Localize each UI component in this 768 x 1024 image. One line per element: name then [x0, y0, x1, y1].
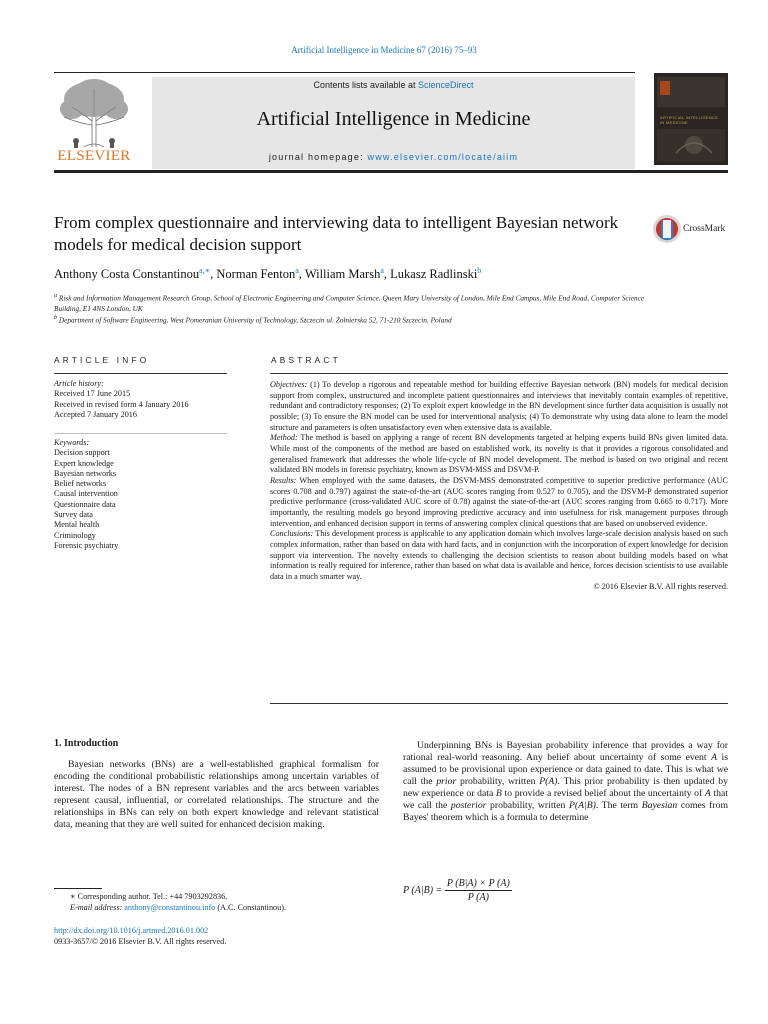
keyword: Forensic psychiatry	[54, 540, 119, 550]
keyword: Criminology	[54, 530, 96, 540]
abstract-body	[270, 380, 728, 593]
footnote-rule	[54, 888, 102, 889]
author-name: William Marsh	[304, 267, 381, 282]
header-rule-bottom	[54, 170, 728, 173]
homepage-link[interactable]: www.elsevier.com/locate/aiim	[367, 152, 519, 162]
author-name: Anthony Costa Constantinou	[54, 267, 200, 282]
keywords-label: Keywords:	[54, 438, 90, 447]
article-info-rule	[54, 373, 227, 374]
author-affil-mark[interactable]: a,∗	[199, 266, 211, 275]
abstract-objectives	[270, 380, 728, 433]
article-title: From complex questionnaire and interviewing data to intelligent Bayesian network models for medical decision support	[54, 213, 619, 254]
journal-title: Artificial Intelligence in Medicine	[256, 108, 531, 130]
elsevier-wordmark: ELSEVIER	[57, 148, 131, 164]
abstract-text: (1) To develop a rigorous and repeatable method for building effective Bayesian network (BN) models for medical decision support from complex, unstructured and incomplete patient questionnaires and interviews that inevitably contain examples of repetitive, redundant and contradictory responses; (2) To exploit expert knowledge in the BN development since further data acquisition is usually not possible; (3) To ensure the BN model can be used for interventional analysis; (4) To demonstrate why using data alone to learn the model structure and parameters is often unsatisfactory even when extensive data is available.	[270, 380, 728, 432]
abstract-label: Objectives:	[270, 380, 308, 389]
crossmark-label[interactable]: CrossMark	[683, 224, 726, 234]
abstract-heading: ABSTRACT	[271, 355, 341, 365]
abstract-text: The method is based on applying a range of recent BN developments targeted at helping experts build BNs given limited data. While most of the components of the method are based on established work, its novelty is that it provides a rigorous consolidated and generalised framework that addresses the whole life-cycle of BN model development. The method is based on two original and recent validated BN models in forensic psychiatry, known as DSVM-MSS and DSVM-P.	[270, 433, 728, 475]
footnote	[54, 892, 474, 913]
author-affil-mark[interactable]: a	[380, 266, 384, 275]
keyword: Bayesian networks	[54, 468, 117, 478]
contents-line: Contents lists available at ScienceDirect	[313, 80, 474, 90]
author-affil-mark[interactable]: b	[477, 266, 482, 275]
formula-denominator: P (A)	[467, 892, 489, 903]
author-separator: ,	[210, 267, 217, 282]
affiliation-text: Department of Software Engineering, West Pomeranian University of Technology, Szczecin ul. Żołnierska 52, 71-210 Szczecin, Poland	[58, 315, 452, 325]
author-separator: ,	[298, 267, 305, 282]
keyword: Questionnaire data	[54, 499, 116, 509]
abstract-rule	[270, 373, 728, 374]
journal-banner	[152, 77, 635, 169]
keyword: Belief networks	[54, 479, 107, 489]
history-item: Received 17 June 2015	[54, 389, 131, 399]
keyword: Causal intervention	[54, 489, 118, 499]
issn-line: 0933-3657/© 2016 Elsevier B.V. All rights reserved.	[54, 936, 227, 946]
section-heading-introduction: 1. Introduction	[54, 738, 119, 749]
journal-citation[interactable]: Artificial Intelligence in Medicine 67 (2016) 75–93	[291, 45, 477, 55]
abstract-text: When employed with the same datasets, the DSVM-MSS demonstrated competitive to superior predictive performance (AUC scores 0.708 and 0.797) against the state-of-the-art (AUC scores ranging from 0.527 to 0.705), and the DSVM-P demonstrated superior predictive performance (cross-validated AUC score of 0.78) against the state-of-the-art (AUC scores ranging from 0.665 to 0.717). More importantly, the resulting models go beyond improving predictive accuracy and into usefulness for risk management purposes through intervention, and enhanced decision support in terms of answering complex clinical questions that are based on unobserved evidence.	[270, 475, 728, 528]
formula-lhs: P (A|B) =	[403, 884, 445, 896]
keyword: Expert knowledge	[54, 458, 114, 468]
article-history	[54, 379, 227, 420]
email-link[interactable]: anthony@constantinou.info	[124, 902, 216, 912]
author-list	[54, 266, 481, 282]
doi-link[interactable]: http://dx.doi.org/10.1016/j.artmed.2016.01.002	[54, 926, 209, 935]
footnote-star: ∗	[70, 892, 76, 901]
abstract-label: Conclusions:	[270, 529, 314, 539]
abstract-label: Results:	[270, 475, 297, 485]
history-label: Article history:	[54, 379, 104, 388]
keyword: Mental health	[54, 520, 100, 530]
history-item: Accepted 7 January 2016	[54, 409, 137, 419]
affiliation-a	[54, 291, 654, 314]
email-label: E-mail address:	[70, 902, 125, 912]
abstract-copyright: © 2016 Elsevier B.V. All rights reserved.	[593, 582, 728, 592]
formula-numerator: P (B|A) × P (A)	[446, 878, 510, 889]
abstract-rule-bottom	[270, 703, 728, 704]
article-info-heading: ARTICLE INFO	[54, 355, 150, 365]
corresponding-author-note: Corresponding author. Tel.: +44 7903292836.	[77, 892, 228, 901]
history-item: Received in revised form 4 January 2016	[54, 399, 189, 409]
sciencedirect-link[interactable]: ScienceDirect	[418, 80, 474, 90]
article-info-divider	[54, 433, 227, 434]
email-suffix: (A.C. Constantinou).	[215, 902, 287, 912]
affiliation-b	[54, 313, 654, 325]
abstract-conclusions	[270, 529, 728, 582]
affiliation-text: Risk and Information Management Research Group, School of Electronic Engineering and Computer Science, Queen Mary University of London, Mile End Campus, Mile End Road, Computer Science Building, E1 4NS London, UK	[54, 293, 645, 314]
journal-homepage: journal homepage: www.elsevier.com/locate/aiim	[268, 152, 519, 162]
header-rule-top	[54, 72, 635, 73]
doi-block	[54, 926, 226, 947]
author-name: Norman Fenton	[216, 267, 296, 282]
keyword: Decision support	[54, 448, 110, 458]
abstract-results	[270, 476, 728, 529]
author-separator: ,	[383, 267, 391, 282]
cover-title: ARTIFICIAL INTELLIGENCE IN MEDICINE	[660, 115, 719, 125]
keyword: Survey data	[54, 510, 93, 520]
affiliation-mark: b	[54, 315, 58, 321]
keyword-list	[54, 438, 227, 551]
intro-paragraph-2: Underpinning BNs is Bayesian probability inference that provides a way for rational real-world reasoning. Any belief about uncertainty of some event A is assumed to be provisional upon experience or data gained to date. This is what we call the prior probability, written P(A). This prior probability is then updated by new experience or data B to provide a revised belief about the uncertainty of A that we call the posterior probability, written P(A|B). The term Bayesian comes from Bayes' theorem which is a formula to determine	[403, 740, 729, 823]
abstract-method	[270, 433, 728, 476]
journal-cover-thumbnail	[654, 73, 728, 165]
author-name: Lukasz Radlinski	[390, 267, 478, 282]
author-affil-mark[interactable]: a	[295, 266, 299, 275]
intro-paragraph-1: Bayesian networks (BNs) are a well-established graphical formalism for encoding the conditional probabilistic relationships among uncertain variables of interest. The nodes of a BN represent variables and the arcs between variables represent causal, influential, or correlated relationships. The structure and the relationships in BNs can rely on both expert knowledge and relevant statistical data, meaning that they are well suited for enhanced decision making.	[54, 759, 379, 830]
abstract-label: Method:	[270, 433, 298, 443]
abstract-text: This development process is applicable to any application domain which involves large-scale decision analysis based on such complex information, rather than based on data with hard facts, and in conjunction with the incorporation of expert knowledge for decision support via intervention. The novelty extends to challenging the decision scientists to reason about building models based on what information is really required for inference, rather than based on what data is available and hence, forces decision scientists to use available data in a much smarter way.	[270, 529, 728, 581]
affiliation-mark: a	[54, 293, 58, 299]
